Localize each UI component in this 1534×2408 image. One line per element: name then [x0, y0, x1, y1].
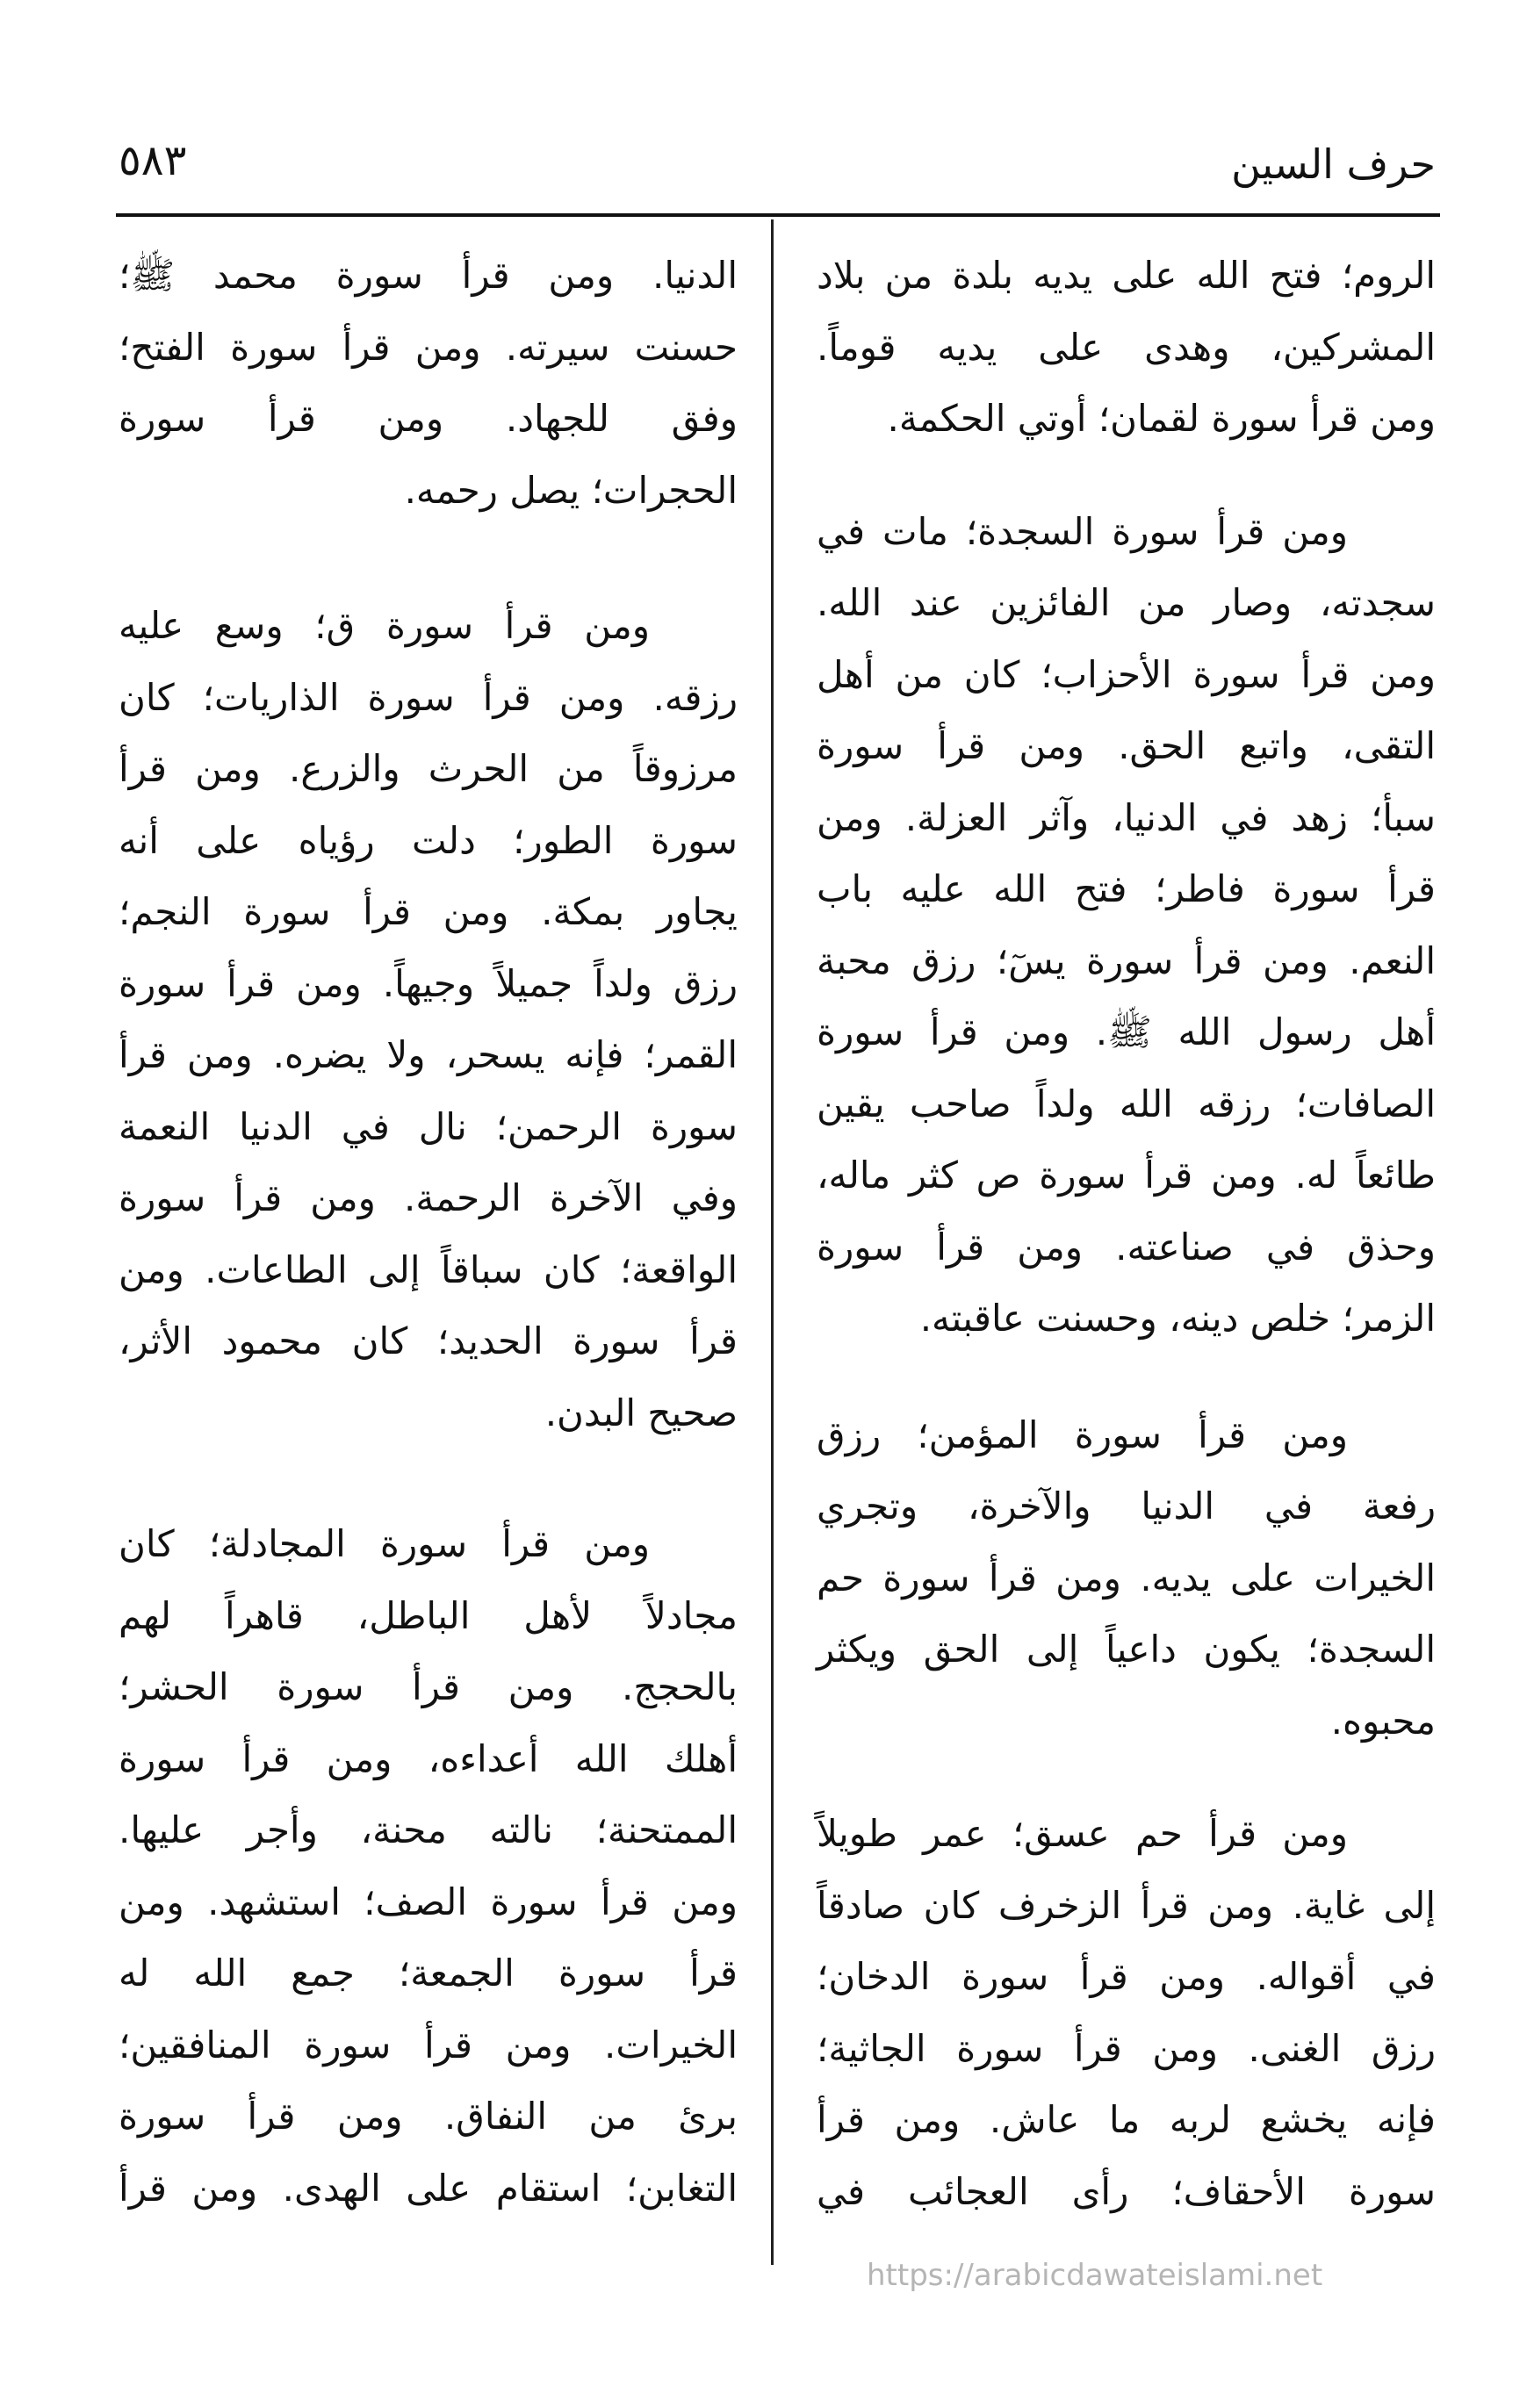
text-line: ومن قرأ سورة لقمان؛ أوتي الحكمة. — [887, 397, 1436, 440]
text-line: الحجرات؛ يصل رحمه. — [404, 468, 738, 512]
text-line: قرأ سورة الجمعة؛ جمع الله له — [119, 1952, 738, 1995]
paragraph — [119, 1508, 738, 2224]
text-line: الخيرات. ومن قرأ سورة المنافقين؛ — [119, 2023, 738, 2067]
text-line: طائعاً له. ومن قرأ سورة ص كثر ماله، — [817, 1154, 1436, 1197]
running-header-title: حرف السين — [1231, 140, 1436, 188]
left-column — [119, 240, 738, 2224]
text-line: قرأ سورة فاطر؛ فتح الله عليه باب — [817, 867, 1436, 910]
text-line: التقى، واتبع الحق. ومن قرأ سورة — [817, 724, 1436, 767]
text-line: ومن قرأ سورة الأحزاب؛ كان من أهل — [817, 652, 1436, 696]
text-line: ومن قرأ سورة الصف؛ استشهد. ومن — [119, 1880, 738, 1923]
text-line: يجاور بمكة. ومن قرأ سورة النجم؛ — [119, 890, 738, 933]
paragraph — [817, 1798, 1436, 2227]
text-line: التغابن؛ استقام على الهدى. ومن قرأ — [119, 2166, 738, 2210]
text-line: ومن قرأ سورة المؤمن؛ رزق — [817, 1412, 1348, 1456]
text-line: حسنت سيرته. ومن قرأ سورة الفتح؛ — [119, 325, 738, 369]
text-line: بالحجج. ومن قرأ سورة الحشر؛ — [119, 1665, 738, 1708]
paragraph — [817, 1399, 1436, 1757]
text-line: ومن قرأ سورة ق؛ وسع عليه — [119, 604, 650, 647]
text-line: محبوه. — [1330, 1699, 1436, 1743]
text-line: سبأ؛ زهد في الدنيا، وآثر العزلة. ومن — [817, 795, 1436, 839]
text-line: الروم؛ فتح الله على يديه بلدة من بلاد — [817, 254, 1436, 297]
text-line: أهلك الله أعداءه، ومن قرأ سورة — [119, 1736, 738, 1780]
text-line: مرزوقاً من الحرث والزرع. ومن قرأ — [119, 747, 738, 790]
text-line: رزقه. ومن قرأ سورة الذاريات؛ كان — [119, 675, 738, 719]
text-line: مجادلاً لأهل الباطل، قاهراً لهم — [119, 1593, 738, 1637]
text-line: في أقواله. ومن قرأ سورة الدخان؛ — [817, 1955, 1436, 1998]
text-line: صحيح البدن. — [544, 1391, 738, 1434]
text-line: إلى غاية. ومن قرأ الزخرف كان صادقاً — [817, 1883, 1436, 1927]
text-line: ومن قرأ حم عسق؛ عمر طويلاً — [817, 1812, 1348, 1855]
paragraph — [119, 590, 738, 1448]
text-line: برئ من النفاق. ومن قرأ سورة — [119, 2095, 738, 2138]
text-line: سورة الرحمن؛ نال في الدنيا النعمة — [119, 1104, 738, 1148]
text-line: الصافات؛ رزقه الله ولداً صاحب يقين — [817, 1082, 1436, 1125]
text-line: سجدته، وصار من الفائزين عند الله. — [817, 581, 1436, 624]
text-line: الواقعة؛ كان سباقاً إلى الطاعات. ومن — [119, 1247, 738, 1291]
text-line: القمر؛ فإنه يسحر، ولا يضره. ومن قرأ — [119, 1033, 738, 1076]
text-line: الخيرات على يديه. ومن قرأ سورة حم — [817, 1556, 1436, 1599]
text-line: رزق الغنى. ومن قرأ سورة الجاثية؛ — [817, 2026, 1436, 2070]
watermark-url: https://arabicdawateislami.net — [867, 2258, 1323, 2293]
text-line: السجدة؛ يكون داعياً إلى الحق ويكثر — [817, 1628, 1436, 1671]
text-line: ومن قرأ سورة المجادلة؛ كان — [119, 1522, 650, 1565]
text-line: الزمر؛ خلص دينه، وحسنت عاقبته. — [919, 1297, 1436, 1340]
text-line: النعم. ومن قرأ سورة يسٓ؛ رزق محبة — [817, 938, 1436, 982]
text-line: وفي الآخرة الرحمة. ومن قرأ سورة — [119, 1176, 738, 1219]
text-line: رزق ولداً جميلاً وجيهاً. ومن قرأ سورة — [119, 961, 738, 1005]
text-line: رفعة في الدنيا والآخرة، وتجري — [817, 1484, 1436, 1527]
text-line: ومن قرأ سورة السجدة؛ مات في — [817, 509, 1348, 553]
paragraph — [817, 240, 1436, 455]
text-line: المشركين، وهدى على يديه قوماً. — [817, 325, 1436, 369]
paragraph — [119, 240, 738, 526]
text-line: قرأ سورة الحديد؛ كان محمود الأثر، — [119, 1319, 738, 1362]
text-line: فإنه يخشع لربه ما عاش. ومن قرأ — [817, 2098, 1436, 2141]
text-line: وفق للجهاد. ومن قرأ سورة — [119, 397, 738, 440]
page-number: ٥٨٣ — [119, 136, 187, 185]
paragraph — [817, 496, 1436, 1355]
text-line: الدنيا. ومن قرأ سورة محمد ﷺ؛ — [119, 254, 738, 297]
header-rule — [116, 213, 1440, 217]
text-line: الممتحنة؛ نالته محنة، وأجر عليها. — [119, 1808, 738, 1851]
text-line: سورة الطور؛ دلت رؤياه على أنه — [119, 818, 738, 862]
text-line: أهل رسول الله ﷺ. ومن قرأ سورة — [817, 1010, 1436, 1053]
text-line: سورة الأحقاف؛ رأى العجائب في — [817, 2169, 1436, 2213]
right-column — [817, 240, 1436, 2227]
column-divider — [771, 219, 774, 2265]
text-line: وحذق في صناعته. ومن قرأ سورة — [817, 1225, 1436, 1269]
